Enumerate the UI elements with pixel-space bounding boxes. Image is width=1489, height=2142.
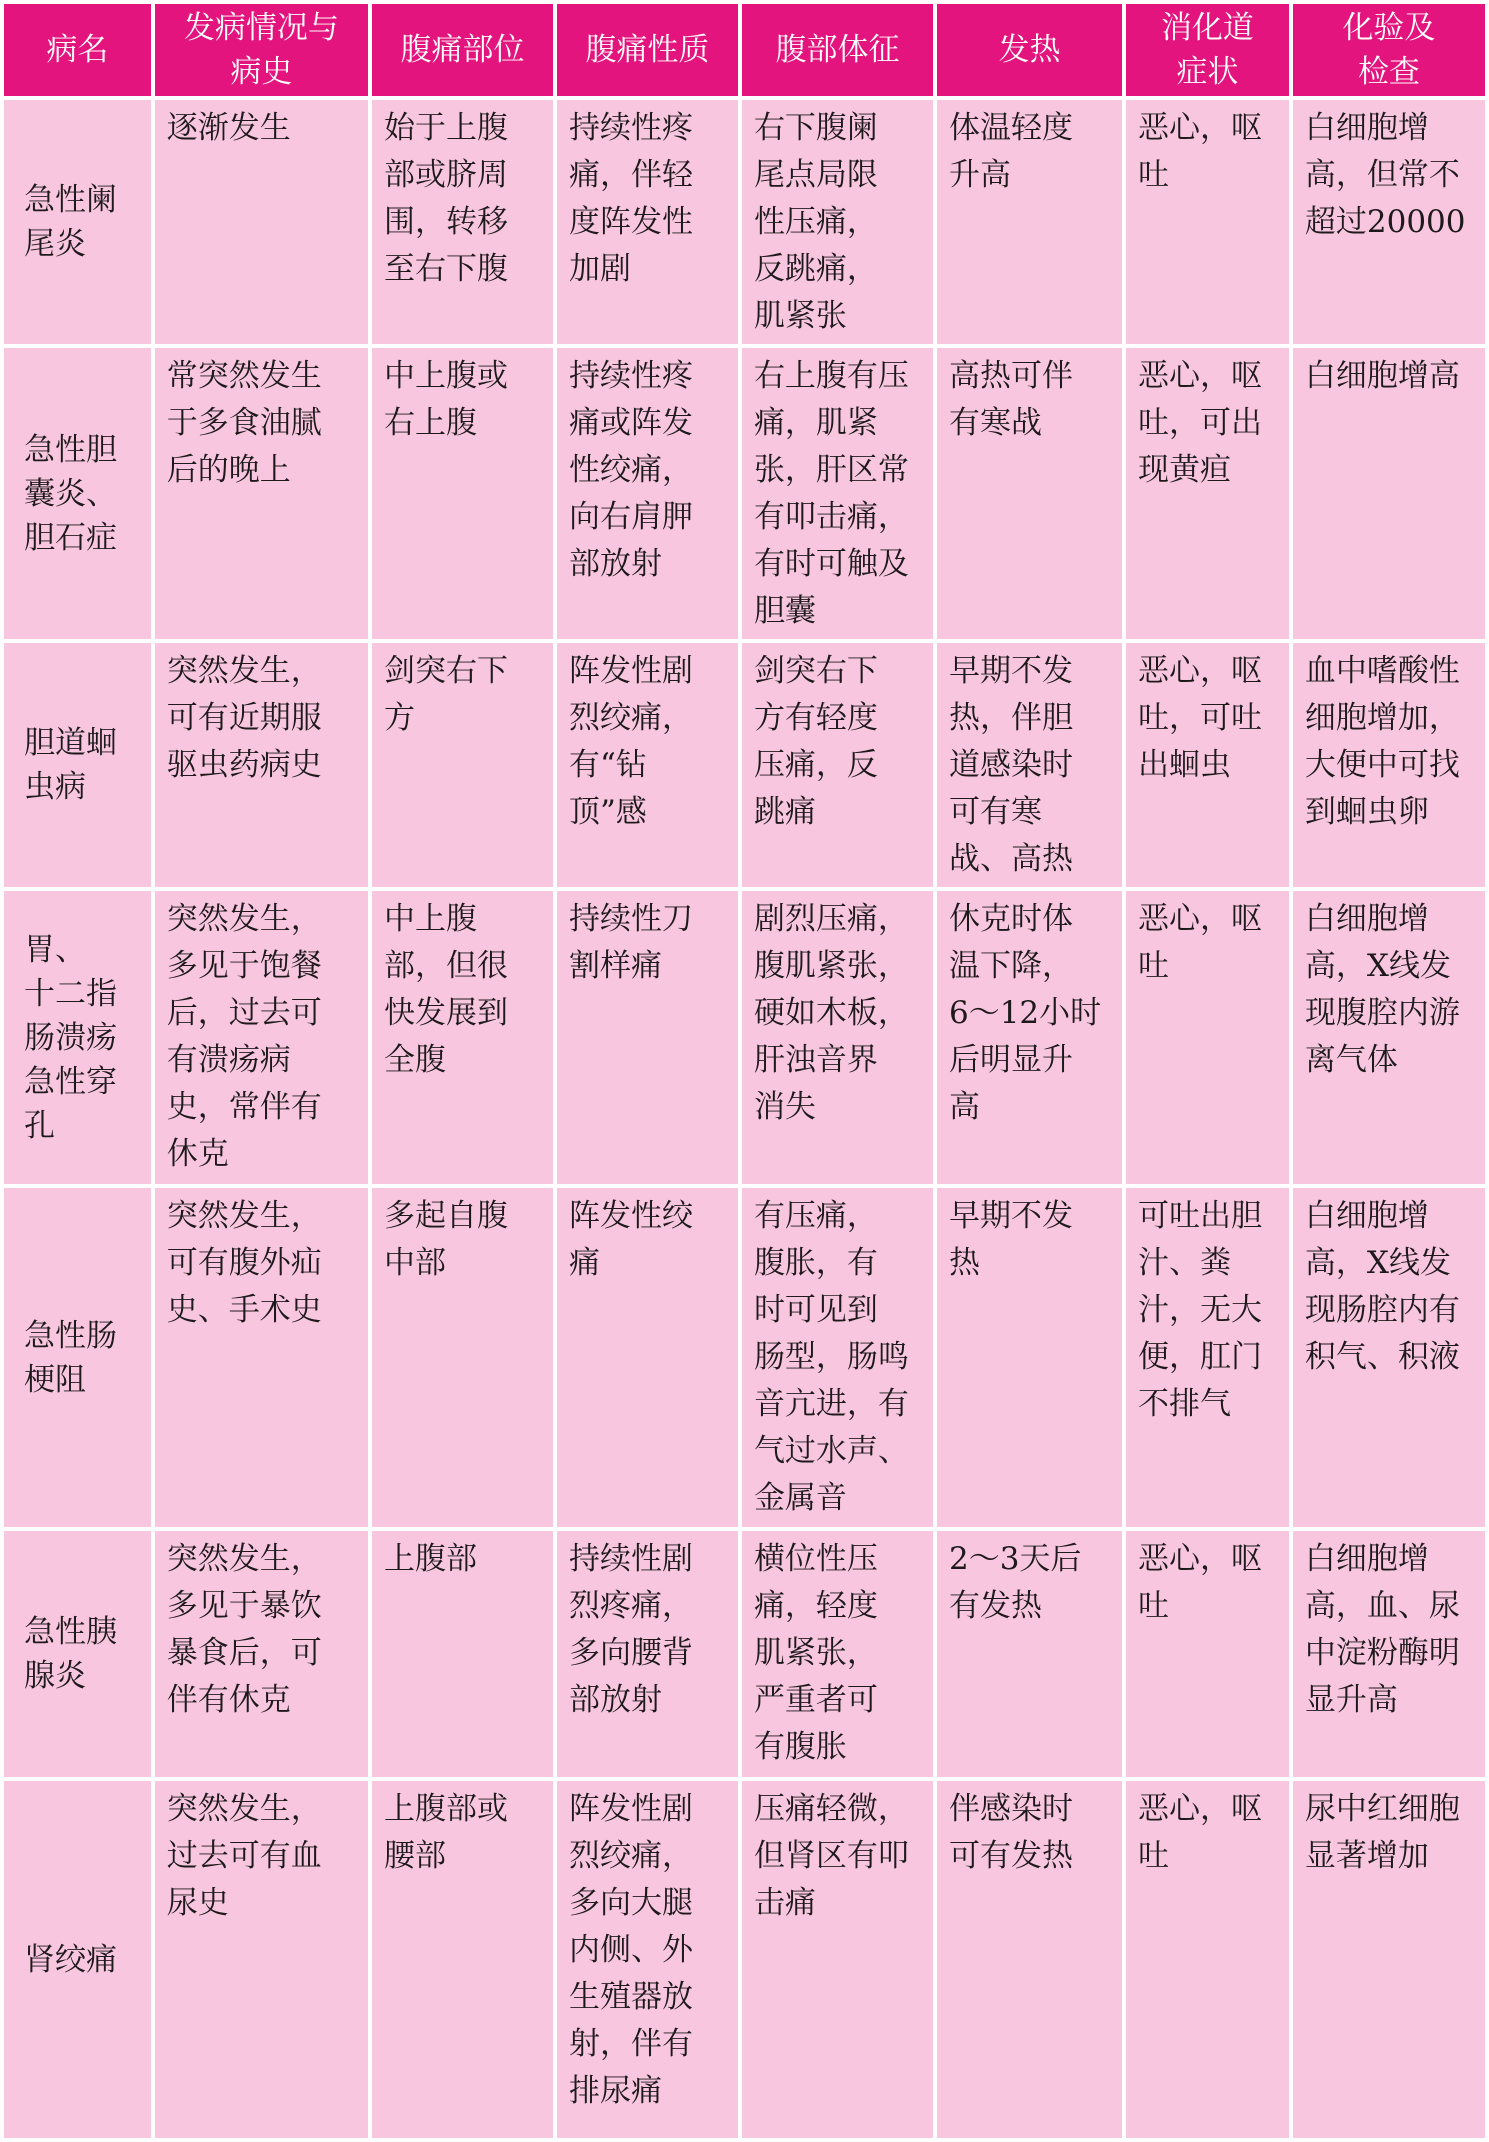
text-line: 有发热	[948, 1588, 1042, 1624]
text-line: 肠型，肠鸣	[753, 1339, 909, 1375]
table-row	[4, 891, 1485, 1184]
text-line: 可吐出胆	[1138, 1198, 1262, 1234]
digestive-symptoms-cell	[1126, 1188, 1289, 1527]
pain-location-cell	[372, 100, 553, 344]
text-line: 白细胞增	[1304, 901, 1429, 937]
text-line: 腹胀，有	[753, 1245, 878, 1281]
onset-history-cell	[155, 643, 368, 887]
text-line: 2～3天后	[948, 1541, 1082, 1577]
text-line: 部放射	[568, 1682, 662, 1718]
header-line: 病史	[230, 54, 293, 90]
digestive-symptoms-cell	[1126, 348, 1289, 639]
text-line: 击痛	[753, 1885, 816, 1921]
text-line: 围，转移	[383, 204, 508, 240]
text-line: 史，常伴有	[166, 1089, 322, 1125]
text-line: 恶心，呕	[1138, 653, 1262, 689]
table-header-row	[4, 4, 1485, 96]
text-line: 吐，可出	[1138, 405, 1262, 441]
text-line: 但肾区有叩	[753, 1838, 909, 1874]
text-line: 超过20000	[1304, 204, 1466, 240]
header-abdominal-signs	[742, 4, 933, 96]
text-line: 吐，可吐	[1138, 700, 1262, 736]
text-line: 于多食油腻	[166, 405, 322, 441]
abdominal-signs-cell	[742, 1188, 933, 1527]
text-line: 腹肌紧张，	[753, 948, 909, 984]
header-fever	[937, 4, 1122, 96]
pain-location-cell	[372, 1781, 553, 2138]
text-line: 硬如木板，	[753, 995, 909, 1031]
text-line: 向右肩胛	[568, 499, 693, 535]
text-line: 腺炎	[24, 1658, 86, 1694]
text-line: 吐	[1138, 1588, 1169, 1624]
abdominal-signs-cell	[742, 1781, 933, 2138]
text-line: 高，X线发	[1304, 948, 1451, 984]
pain-nature-cell	[557, 1781, 738, 2138]
text-line: 早期不发	[948, 653, 1073, 689]
text-line: 突然发生，	[166, 901, 322, 937]
text-line: 持续性疼	[568, 358, 693, 394]
text-line: 白细胞增	[1304, 110, 1429, 146]
header-onset-history	[155, 4, 368, 96]
text-line: 有压痛，	[753, 1198, 878, 1234]
text-line: 尿史	[166, 1885, 229, 1921]
text-line: 肌紧张，	[753, 1635, 878, 1671]
text-line: 十二指	[24, 975, 117, 1012]
text-line: 便，肛门	[1138, 1339, 1262, 1375]
text-line: 后，过去可	[166, 995, 322, 1031]
text-line: 现肠腔内有	[1304, 1292, 1460, 1328]
text-line: 痛，伴轻	[568, 157, 693, 193]
text-line: 突然发生，	[166, 1791, 322, 1827]
lab-tests-cell	[1293, 643, 1485, 887]
text-line: 逐渐发生	[166, 110, 291, 146]
fever-cell	[937, 643, 1122, 887]
text-line: 肌紧张	[753, 298, 847, 334]
text-line: 阵发性剧	[568, 653, 693, 689]
text-line: 吐	[1138, 1838, 1169, 1874]
table-row	[4, 100, 1485, 344]
text-line: 肠溃疡	[24, 1019, 117, 1056]
lab-tests-cell	[1293, 348, 1485, 639]
digestive-symptoms-cell	[1126, 891, 1289, 1184]
header-line: 症状	[1176, 54, 1239, 90]
table-row	[4, 1531, 1485, 1777]
text-line: 恶心，呕	[1138, 901, 1262, 937]
header-line: 病名	[46, 32, 109, 68]
text-line: 急性穿	[24, 1063, 117, 1100]
onset-history-cell	[155, 891, 368, 1184]
text-line: 史、手术史	[166, 1292, 322, 1328]
header-line: 腹痛部位	[400, 32, 525, 68]
text-line: 道感染时	[948, 747, 1073, 783]
lab-tests-cell	[1293, 1188, 1485, 1527]
text-line: 温下降，	[948, 948, 1073, 984]
text-line: 恶心，呕	[1138, 110, 1262, 146]
header-lab-tests	[1293, 4, 1485, 96]
text-line: 部放射	[568, 546, 662, 582]
text-line: 尾炎	[24, 226, 86, 262]
header-digestive-symptoms	[1126, 4, 1289, 96]
text-line: 白细胞增	[1304, 1198, 1429, 1234]
text-line: 显著增加	[1304, 1838, 1429, 1874]
text-line: 囊炎、	[24, 475, 117, 512]
text-line: 肝浊音界	[753, 1042, 878, 1078]
text-line: 后的晚上	[166, 452, 291, 488]
text-line: 反跳痛，	[753, 251, 878, 287]
text-line: 体温轻度	[948, 110, 1073, 146]
text-line: 痛	[568, 1245, 600, 1281]
text-line: 突然发生，	[166, 1541, 322, 1577]
disease-name-cell	[4, 643, 151, 887]
fever-cell	[937, 1531, 1122, 1777]
text-line: 内侧、外	[568, 1932, 693, 1968]
text-line: 持续性疼	[568, 110, 693, 146]
table-row	[4, 1781, 1485, 2138]
pain-nature-cell	[557, 891, 738, 1184]
text-line: 方	[383, 700, 415, 736]
text-line: 横位性压	[753, 1541, 878, 1577]
disease-name-cell	[4, 348, 151, 639]
text-line: 音亢进，有	[753, 1386, 909, 1422]
text-line: 烈绞痛，	[568, 700, 693, 736]
text-line: 全腹	[383, 1042, 446, 1078]
header-line: 腹痛性质	[585, 32, 710, 68]
header-line: 化验及	[1342, 10, 1436, 46]
pain-nature-cell	[557, 348, 738, 639]
text-line: 多起自腹	[383, 1198, 508, 1234]
text-line: 离气体	[1304, 1042, 1398, 1078]
text-line: 突然发生，	[166, 653, 322, 689]
disease-name-cell	[4, 891, 151, 1184]
text-line: 6～12小时	[948, 995, 1102, 1031]
text-line: 性绞痛，	[568, 452, 693, 488]
text-line: 尿中红细胞	[1304, 1791, 1460, 1827]
text-line: 痛，轻度	[753, 1588, 878, 1624]
header-line: 腹部体征	[775, 32, 900, 68]
header-pain-location	[372, 4, 553, 96]
header-line: 发热	[998, 32, 1061, 68]
text-line: 吐	[1138, 948, 1169, 984]
text-line: 阵发性绞	[568, 1198, 693, 1234]
text-line: 持续性剧	[568, 1541, 693, 1577]
text-line: 压痛轻微，	[753, 1791, 909, 1827]
fever-cell	[937, 1781, 1122, 2138]
text-line: 有寒战	[948, 405, 1042, 441]
text-line: 胆囊	[753, 593, 816, 629]
text-line: 上腹部或	[383, 1791, 508, 1827]
text-line: 胃、	[24, 931, 86, 968]
pain-nature-cell	[557, 1188, 738, 1527]
text-line: 休克	[166, 1136, 229, 1172]
text-line: 多向大腿	[568, 1885, 693, 1921]
table-row	[4, 643, 1485, 887]
text-line: 恶心，呕	[1138, 1791, 1262, 1827]
text-line: 张，肝区常	[753, 452, 909, 488]
table-row	[4, 348, 1485, 639]
text-line: 多见于饱餐	[166, 948, 322, 984]
text-line: 有腹胀	[753, 1729, 847, 1765]
text-line: 剧烈压痛，	[753, 901, 909, 937]
fever-cell	[937, 348, 1122, 639]
pain-location-cell	[372, 1531, 553, 1777]
digestive-symptoms-cell	[1126, 643, 1289, 887]
text-line: 现腹腔内游	[1304, 995, 1460, 1031]
text-line: 汁、粪	[1138, 1245, 1231, 1281]
pain-location-cell	[372, 891, 553, 1184]
fever-cell	[937, 1188, 1122, 1527]
abdominal-signs-cell	[742, 1531, 933, 1777]
text-line: 暴食后，可	[166, 1635, 322, 1671]
text-line: 不排气	[1138, 1386, 1231, 1422]
lab-tests-cell	[1293, 1781, 1485, 2138]
text-line: 血中嗜酸性	[1304, 653, 1460, 689]
text-line: 腰部	[383, 1838, 446, 1874]
text-line: 急性肠	[24, 1317, 117, 1354]
lab-tests-cell	[1293, 100, 1485, 344]
text-line: 战、高热	[948, 841, 1073, 877]
text-line: 剑突右下	[753, 653, 878, 689]
text-line: 痛，肌紧	[753, 405, 878, 441]
text-line: 中上腹	[383, 901, 477, 937]
text-line: 严重者可	[753, 1682, 878, 1718]
text-line: 急性阑	[24, 182, 117, 218]
text-line: 早期不发	[948, 1198, 1073, 1234]
text-line: 跳痛	[753, 794, 816, 830]
abdominal-signs-cell	[742, 891, 933, 1184]
fever-cell	[937, 891, 1122, 1184]
text-line: 胆道蛔	[24, 725, 117, 761]
table-row	[4, 1188, 1485, 1527]
text-line: 加剧	[568, 251, 631, 287]
text-line: 常突然发生	[166, 358, 322, 394]
abdominal-signs-cell	[742, 643, 933, 887]
text-line: 度阵发性	[568, 204, 693, 240]
text-line: 右上腹有压	[753, 358, 909, 394]
text-line: 可有腹外疝	[166, 1245, 322, 1281]
onset-history-cell	[155, 1781, 368, 2138]
header-pain-nature	[557, 4, 738, 96]
text-line: 中部	[383, 1245, 446, 1281]
text-line: 至右下腹	[383, 251, 508, 287]
header-line: 消化道	[1160, 10, 1254, 46]
text-line: 积气、积液	[1304, 1339, 1460, 1375]
digestive-symptoms-cell	[1126, 1781, 1289, 2138]
digestive-symptoms-cell	[1126, 100, 1289, 344]
pain-nature-cell	[557, 100, 738, 344]
text-line: 可有寒	[948, 794, 1042, 830]
text-line: 白细胞增	[1304, 1541, 1429, 1577]
text-line: 突然发生，	[166, 1198, 322, 1234]
text-line: 胆石症	[24, 519, 117, 556]
text-line: 白细胞增高	[1304, 358, 1460, 394]
disease-name-cell	[4, 1188, 151, 1527]
pain-location-cell	[372, 1188, 553, 1527]
pain-location-cell	[372, 348, 553, 639]
text-line: 方有轻度	[753, 700, 878, 736]
text-line: 虫病	[24, 769, 86, 805]
onset-history-cell	[155, 348, 368, 639]
text-line: 右下腹阑	[753, 110, 878, 146]
disease-name-cell	[4, 1781, 151, 2138]
text-line: 过去可有血	[166, 1838, 322, 1874]
text-line: 痛或阵发	[568, 405, 693, 441]
text-line: 金属音	[753, 1480, 847, 1516]
lab-tests-cell	[1293, 891, 1485, 1184]
text-line: 顶”感	[568, 794, 647, 830]
text-line: 有时可触及	[753, 546, 909, 582]
text-line: 可有发热	[948, 1838, 1073, 1874]
pain-location-cell	[372, 643, 553, 887]
text-line: 高，血、尿	[1304, 1588, 1460, 1624]
text-line: 消失	[753, 1089, 816, 1125]
text-line: 恶心，呕	[1138, 1541, 1262, 1577]
text-line: 生殖器放	[568, 1979, 693, 2015]
disease-name-cell	[4, 1531, 151, 1777]
text-line: 多见于暴饮	[166, 1588, 322, 1624]
text-line: 孔	[24, 1107, 55, 1144]
text-line: 休克时体	[948, 901, 1073, 937]
text-line: 射，伴有	[568, 2026, 693, 2062]
text-line: 部，但很	[383, 948, 508, 984]
pain-nature-cell	[557, 1531, 738, 1777]
text-line: 汁，无大	[1138, 1292, 1262, 1328]
text-line: 部或脐周	[383, 157, 508, 193]
onset-history-cell	[155, 100, 368, 344]
text-line: 可有近期服	[166, 700, 322, 736]
header-disease-name	[4, 4, 151, 96]
text-line: 梗阻	[24, 1361, 86, 1398]
digestive-symptoms-cell	[1126, 1531, 1289, 1777]
text-line: 有溃疡病	[166, 1042, 291, 1078]
text-line: 烈绞痛，	[568, 1838, 693, 1874]
text-line: 中上腹或	[383, 358, 508, 394]
text-line: 到蛔虫卵	[1304, 794, 1429, 830]
text-line: 伴有休克	[166, 1682, 291, 1718]
text-line: 中淀粉酶明	[1304, 1635, 1460, 1671]
text-line: 现黄疸	[1138, 452, 1231, 488]
text-line: 显升高	[1304, 1682, 1398, 1718]
text-line: 高	[948, 1089, 980, 1125]
text-line: 时可见到	[753, 1292, 878, 1328]
text-line: 有“钻	[568, 747, 647, 783]
text-line: 上腹部	[383, 1541, 477, 1577]
text-line: 剑突右下	[383, 653, 508, 689]
abdominal-signs-cell	[742, 100, 933, 344]
text-line: 右上腹	[383, 405, 477, 441]
text-line: 多向腰背	[568, 1635, 693, 1671]
text-line: 后明显升	[948, 1042, 1073, 1078]
text-line: 排尿痛	[568, 2073, 662, 2109]
lab-tests-cell	[1293, 1531, 1485, 1777]
text-line: 升高	[948, 157, 1011, 193]
text-line: 阵发性剧	[568, 1791, 693, 1827]
text-line: 高，但常不	[1304, 157, 1460, 193]
text-line: 细胞增加，	[1304, 700, 1460, 736]
text-line: 压痛，反	[753, 747, 878, 783]
text-line: 烈疼痛，	[568, 1588, 693, 1624]
text-line: 恶心，呕	[1138, 358, 1262, 394]
text-line: 气过水声、	[753, 1433, 909, 1469]
header-line: 发病情况与	[183, 10, 339, 46]
onset-history-cell	[155, 1531, 368, 1777]
pain-nature-cell	[557, 643, 738, 887]
text-line: 高，X线发	[1304, 1245, 1451, 1281]
text-line: 驱虫药病史	[166, 747, 322, 783]
text-line: 热，伴胆	[948, 700, 1073, 736]
text-line: 高热可伴	[948, 358, 1073, 394]
text-line: 伴感染时	[948, 1791, 1073, 1827]
text-line: 性压痛，	[753, 204, 878, 240]
text-line: 急性胆	[24, 431, 117, 468]
text-line: 快发展到	[383, 995, 508, 1031]
text-line: 割样痛	[568, 948, 662, 984]
text-line: 持续性刀	[568, 901, 693, 937]
text-line: 吐	[1138, 157, 1169, 193]
text-line: 急性胰	[24, 1614, 117, 1650]
onset-history-cell	[155, 1188, 368, 1527]
disease-name-cell	[4, 100, 151, 344]
abdominal-signs-cell	[742, 348, 933, 639]
text-line: 尾点局限	[753, 157, 878, 193]
text-line: 始于上腹	[383, 110, 508, 146]
header-line: 检查	[1357, 54, 1420, 90]
text-line: 有叩击痛，	[753, 499, 909, 535]
text-line: 热	[948, 1245, 980, 1281]
fever-cell	[937, 100, 1122, 344]
text-line: 肾绞痛	[24, 1941, 117, 1978]
text-line: 大便中可找	[1304, 747, 1460, 783]
text-line: 出蛔虫	[1138, 747, 1231, 783]
